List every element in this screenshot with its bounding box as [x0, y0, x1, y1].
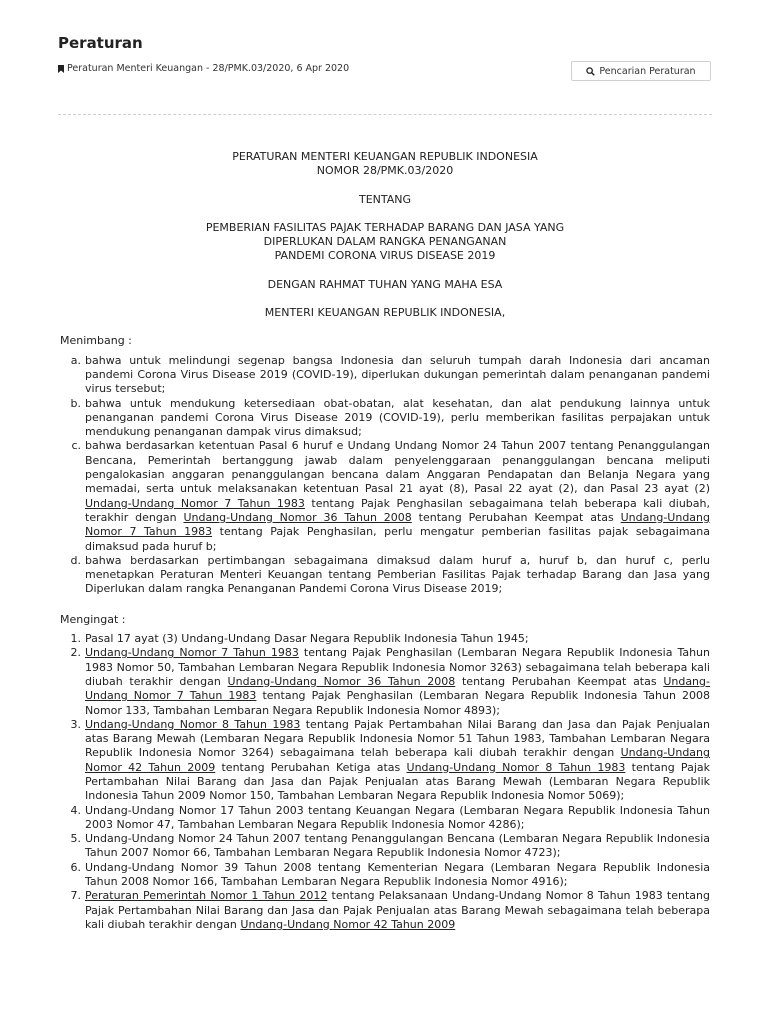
list-item-text-segment: tentang Pajak Penghasilan (Lembaran Negara Republik Indonesia Tahun 2008 Nomor 133, Tambahan Lembaran Negara Republik Indonesia Nomor 4893); — [85, 689, 710, 717]
regulation-link[interactable]: Undang-Undang Nomor 7 Tahun 1983 — [85, 646, 299, 660]
regulation-link[interactable]: Undang-Undang Nomor 7 Tahun 1983 — [85, 496, 305, 510]
list-item-text-segment: tentang Pajak Penghasilan sebagaimana telah beberapa kali diubah, terakhir dengan — [85, 496, 710, 524]
list-item — [60, 632, 710, 646]
list-item-marker: 4. — [70, 803, 81, 817]
regulation-link[interactable]: Undang-Undang Nomor 42 Tahun 2009 — [85, 746, 710, 774]
heading-tentang: TENTANG — [358, 192, 412, 206]
list-item-text-segment: tentang Pajak Penghasilan, perlu mengatur pemberian fasilitas pajak sebagaimana dimaksud pada huruf b; — [85, 525, 710, 553]
list-item-text — [85, 832, 710, 861]
list-item-text-segment: tentang Perubahan Ketiga atas — [215, 760, 407, 774]
list-item — [60, 804, 710, 833]
list-item-marker: 6. — [70, 860, 81, 874]
regulation-link[interactable]: Undang-Undang Nomor 42 Tahun 2009 — [240, 917, 456, 931]
section-spacer — [60, 597, 710, 611]
mengingat-label: Mengingat : — [60, 612, 126, 626]
list-item — [60, 861, 710, 890]
list-item-text-segment: tentang Perubahan Keempat atas — [411, 510, 621, 524]
regulation-link[interactable]: Peraturan Pemerintah Nomor 1 Tahun 2012 — [85, 889, 328, 903]
document-body — [60, 150, 710, 932]
list-item-text-segment: bahwa untuk melindungi segenap bangsa Indonesia dan seluruh tumpah darah Indonesia dari ancaman pandemi Corona Virus Disease 2019 (COVID-19), diperlukan dukungan pemerintah dalam penanganan pandemi virus tersebut; — [85, 353, 710, 396]
page-title: Peraturan — [58, 34, 143, 52]
list-item-marker: 7. — [70, 889, 81, 903]
list-item-text-segment: tentang Perubahan Keempat atas — [455, 674, 664, 688]
list-item-marker: 2. — [70, 646, 81, 660]
document-heading — [60, 150, 710, 320]
list-item-text-segment: Undang-Undang Nomor 17 Tahun 2003 tentang Keuangan Negara (Lembaran Negara Republik Indonesia Tahun 2003 Nomor 47, Tambahan Lembaran Negara Republik Indonesia Nomor 4286); — [85, 803, 710, 831]
list-item-text — [85, 439, 710, 553]
menimbang-list — [60, 354, 710, 597]
list-item — [60, 554, 710, 597]
list-item-text — [85, 397, 710, 440]
list-item-marker: 3. — [70, 717, 81, 731]
list-item-marker: b. — [70, 396, 81, 410]
regulation-link[interactable]: Undang-Undang Nomor 36 Tahun 2008 — [227, 674, 456, 688]
list-item — [60, 354, 710, 397]
list-item-marker: d. — [70, 553, 81, 567]
mengingat-list — [60, 632, 710, 932]
list-item-text — [85, 632, 710, 646]
list-item-text-segment: tentang Pajak Penghasilan (Lembaran Negara Republik Indonesia Tahun 1983 Nomor 50, Tambahan Lembaran Negara Republik Indonesia Nomor 3263) sebagaimana telah beberapa kali diubah terakhir dengan — [85, 646, 710, 688]
search-regulation-label: Pencarian Peraturan — [599, 65, 696, 77]
heading-subject-line: DIPERLUKAN DALAM RANGKA PENANGANAN — [263, 235, 507, 249]
list-item-text — [85, 718, 710, 804]
regulation-link[interactable]: Undang-Undang Nomor 8 Tahun 1983 — [406, 760, 626, 774]
regulation-link[interactable]: Undang-Undang Nomor 7 Tahun 1983 — [85, 510, 710, 539]
menimbang-label: Menimbang : — [60, 334, 132, 348]
heading-title: PERATURAN MENTERI KEUANGAN REPUBLIK INDONESIA — [232, 150, 538, 163]
list-item-text — [85, 554, 710, 597]
list-item-text-segment: Undang-Undang Nomor 24 Tahun 2007 tentang Penanggulangan Bencana (Lembaran Negara Republik Indonesia Tahun 2007 Nomor 66, Tambahan Lembaran Negara Republik Indonesia Nomor 4723); — [85, 832, 710, 860]
list-item-text — [85, 354, 710, 397]
list-item — [60, 718, 710, 804]
regulation-meta-text: Peraturan Menteri Keuangan - 28/PMK.03/2020, 6 Apr 2020 — [67, 63, 350, 74]
list-item-text-segment: bahwa untuk mendukung ketersediaan obat-obatan, alat kesehatan, dan alat pendukung lainnya untuk penanganan pandemi Corona Virus Disease 2019 (COVID-19), perlu memberikan fasilitas perpajakan untuk mendukung penanganan dampak virus dimaksud; — [85, 396, 710, 439]
list-item-text-segment: bahwa berdasarkan ketentuan Pasal 6 huruf e Undang Undang Nomor 24 Tahun 2007 tentang Penanggulangan Bencana, Pemerintah bertanggung jawab dalam penyelenggaraan penanggulangan bencana meliputi pengalokasian anggaran penanggulangan bencana dalam Anggaran Pendapatan dan Belanja Negara yang memadai, serta untuk melaksanakan ketentuan Pasal 21 ayat (8), Pasal 22 ayat (2), dan Pasal 23 ayat (2) — [85, 439, 710, 496]
list-item — [60, 397, 710, 440]
list-item-text — [85, 861, 710, 890]
list-item-marker: 5. — [70, 832, 81, 846]
list-item-text-segment: Pasal 17 ayat (3) Undang-Undang Dasar Negara Republik Indonesia Tahun 1945; — [85, 632, 529, 646]
list-item-marker: 1. — [70, 632, 81, 646]
list-item-text — [85, 804, 710, 833]
heading-subject-line: PANDEMI CORONA VIRUS DISEASE 2019 — [274, 249, 496, 263]
search-icon — [586, 67, 595, 76]
list-item-text-segment: tentang Pajak Pertambahan Nilai Barang dan Jasa dan Pajak Penjualan atas Barang Mewah (Lembaran Negara Republik Indonesia Tahun 2009 Nomor 150, Tambahan Lembaran Negara Republik Indonesia Nomor 5069); — [85, 760, 710, 803]
list-item-text-segment: Undang-Undang Nomor 39 Tahun 2008 tentang Kementerian Negara (Lembaran Negara Republik Indonesia Tahun 2008 Nomor 166, Tambahan Lembaran Negara Republik Indonesia Nomor 4916); — [85, 860, 710, 889]
list-item-marker: a. — [70, 353, 81, 367]
regulation-link[interactable]: Undang-Undang Nomor 36 Tahun 2008 — [183, 510, 412, 524]
list-item — [60, 439, 710, 553]
header-divider — [58, 114, 712, 115]
list-item-text-segment: tentang Pelaksanaan Undang-Undang Nomor 8 Tahun 1983 tentang Pajak Pertambahan Nilai Barang dan Jasa dan Pajak Penjualan atas Barang Mewah sebagaimana telah beberapa kali diubah terakhir dengan — [85, 889, 710, 931]
list-item-marker: c. — [71, 439, 81, 453]
regulation-link[interactable]: Undang-Undang Nomor 8 Tahun 1983 — [85, 717, 301, 731]
list-item-text — [85, 646, 710, 717]
regulation-meta — [58, 63, 349, 74]
bookmark-icon — [58, 65, 64, 73]
list-item — [60, 832, 710, 861]
heading-rahmat: DENGAN RAHMAT TUHAN YANG MAHA ESA — [267, 277, 503, 291]
heading-menteri: MENTERI KEUANGAN REPUBLIK INDONESIA, — [264, 306, 506, 320]
regulation-link[interactable]: Undang-Undang Nomor 7 Tahun 1983 — [85, 674, 710, 703]
list-item-text-segment: bahwa berdasarkan pertimbangan sebagaimana dimaksud dalam huruf a, huruf b, dan huruf c, perlu menetapkan Peraturan Menteri Keuangan tentang Pemberian Fasilitas Pajak terhadap Barang dan Jasa yang Diperlukan dalam rangka Penanganan Pandemi Corona Virus Disease 2019; — [85, 553, 710, 596]
search-regulation-button[interactable] — [571, 61, 711, 81]
list-item-text-segment: tentang Pajak Pertambahan Nilai Barang dan Jasa dan Pajak Penjualan atas Barang Mewah (Lembaran Negara Republik Indonesia Nomor 51 Tahun 1983, Tambahan Lembaran Negara Republik Indonesia Nomor 3264) sebagaimana telah beberapa kali diubah terakhir dengan — [85, 717, 710, 760]
list-item-text — [85, 889, 710, 932]
heading-subject-line: PEMBERIAN FASILITAS PAJAK TERHADAP BARANG DAN JASA YANG — [205, 220, 565, 234]
list-item — [60, 889, 710, 932]
list-item — [60, 646, 710, 717]
heading-number: NOMOR 28/PMK.03/2020 — [316, 164, 454, 178]
